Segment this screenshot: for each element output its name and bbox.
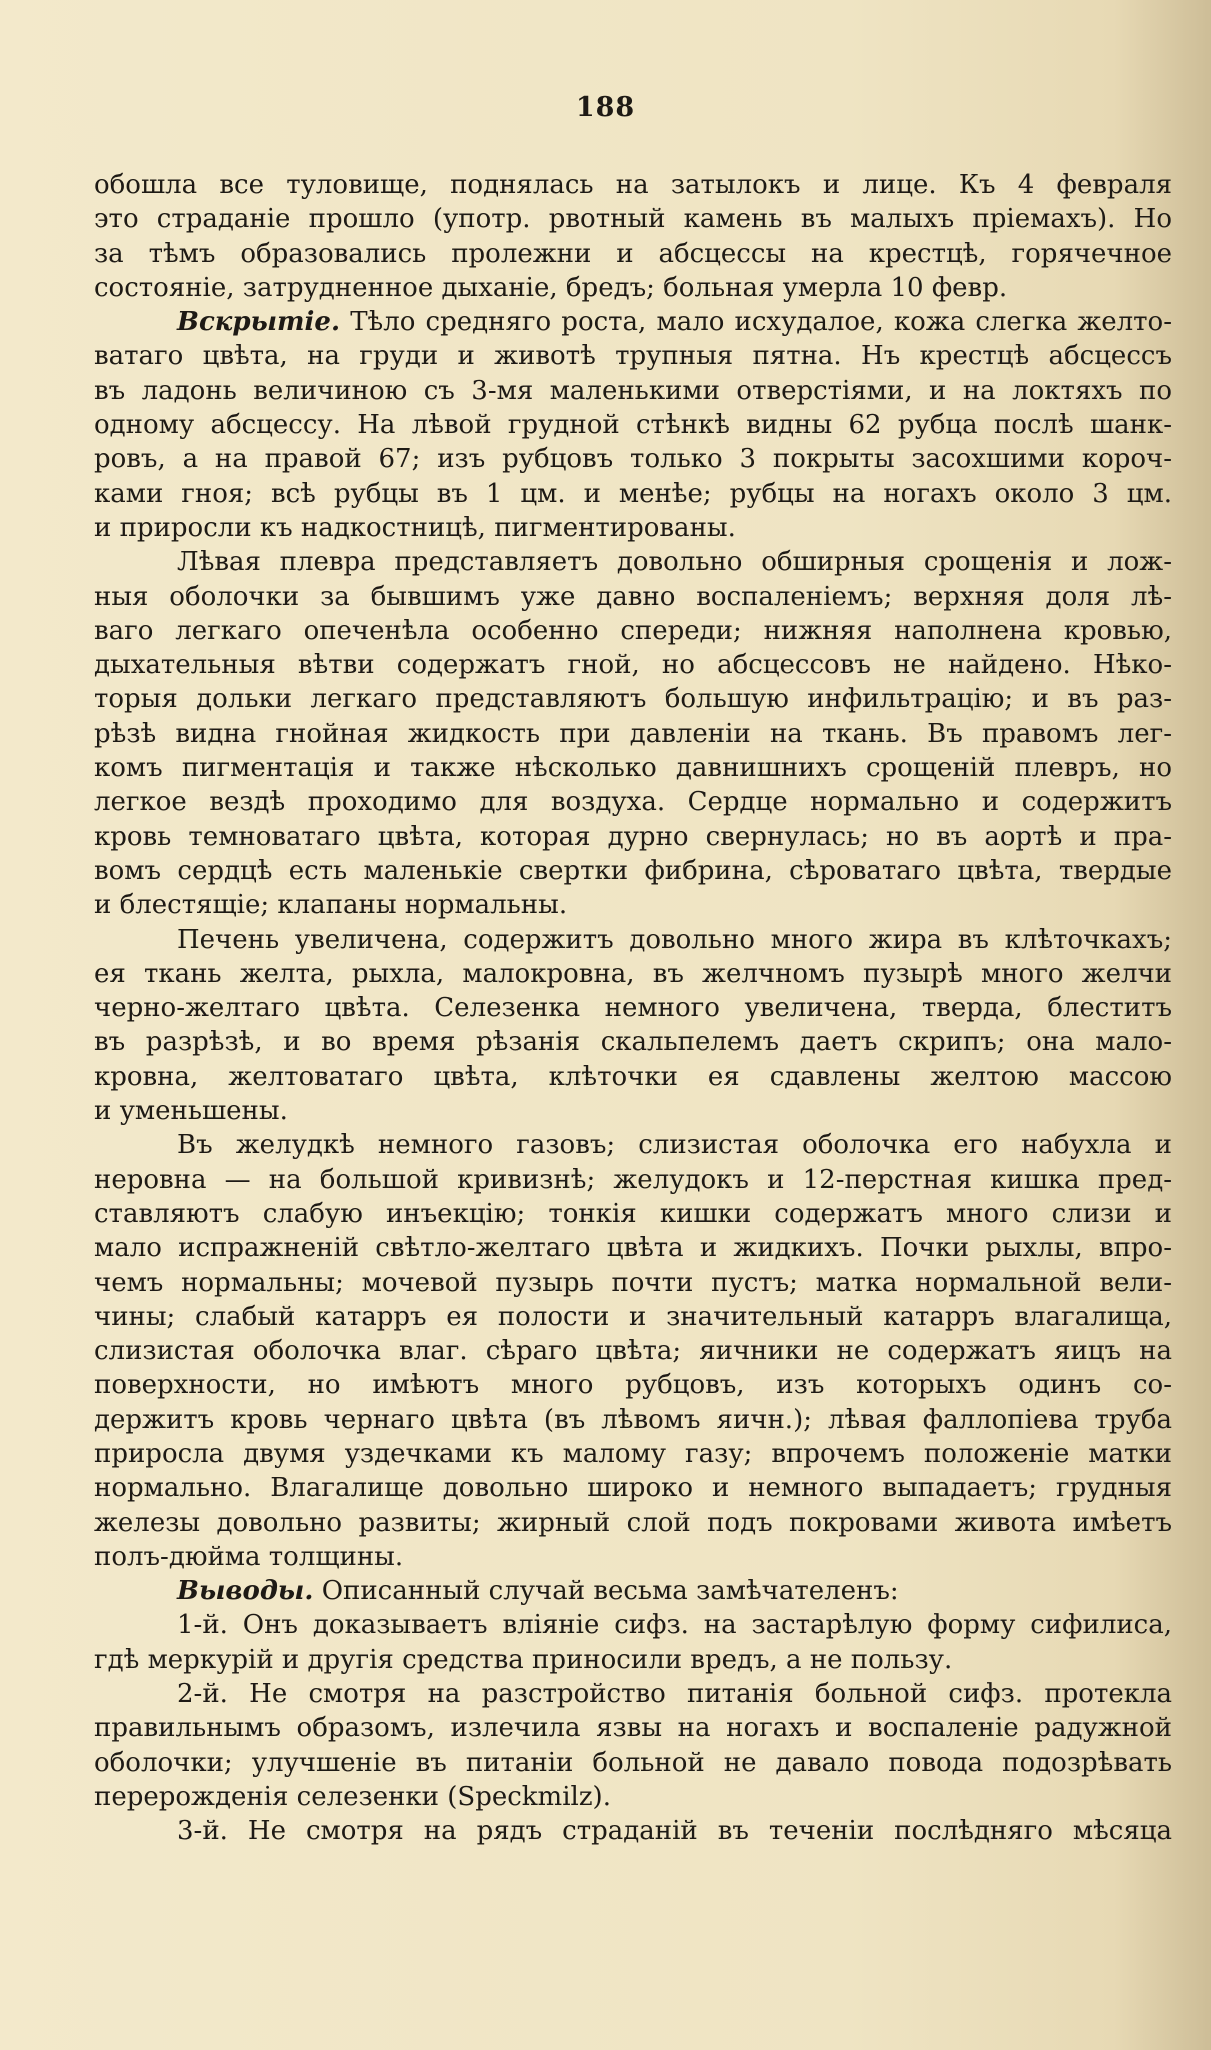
text-line: ватаго цвѣта, на груди и животѣ трупныя пятна. Нъ крестцѣ абсцессъ — [94, 341, 1172, 372]
text-line: приросла двумя уздечками къ малому газу; впрочемъ положеніе матки — [94, 1438, 1172, 1469]
text-line: ровъ, а на правой 67; изъ рубцовъ только 3 покрыты засохшими короч- — [94, 444, 1172, 475]
text-line: слизистая оболочка влаг. сѣраго цвѣта; яичники не содержатъ яицъ на — [94, 1336, 1172, 1367]
text-line: Лѣвая плевра представляетъ довольно обширныя срощенія и лож- — [177, 547, 1172, 578]
text-line — [94, 305, 1172, 339]
text-line: перерожденія селезенки (Speckmilz). — [94, 1781, 611, 1812]
text-line: ея ткань желта, рыхла, малокровна, въ желчномъ пузырѣ много желчи — [94, 958, 1172, 989]
text-line: одному абсцессу. На лѣвой грудной стѣнкѣ видны 62 рубца послѣ шанк- — [94, 410, 1172, 441]
text-line: нормально. Влагалище довольно широко и немного выпадаетъ; грудныя — [94, 1473, 1172, 1504]
text-line: полъ-дюйма толщины. — [94, 1541, 404, 1572]
text-line: 3-й. Не смотря на рядъ страданій въ теченіи послѣдняго мѣсяца — [177, 1816, 1172, 1847]
page-number: 188 — [575, 92, 636, 123]
text-line: черно-желтаго цвѣта. Селезенка немного увеличена, тверда, блеститъ — [94, 993, 1172, 1024]
text-line: вомъ сердцѣ есть маленькіе свертки фибрина, сѣроватаго цвѣта, твердые — [94, 855, 1172, 886]
text-line: дыхательныя вѣтви содержатъ гной, но абсцессовъ не найдено. Нѣко- — [94, 650, 1172, 681]
text-line: железы довольно развиты; жирный слой подъ покровами живота имѣетъ — [94, 1507, 1172, 1538]
text-line — [94, 1574, 1172, 1608]
text-line: 1-й. Онъ доказываетъ вліяніе сифз. на застарѣлую форму сифилиса, — [177, 1610, 1172, 1641]
text-line: поверхности, но имѣютъ много рубцовъ, изъ которыхъ одинъ со- — [94, 1370, 1172, 1401]
text-line: торыя дольки легкаго представляютъ большую инфильтрацію; и въ раз- — [94, 684, 1172, 715]
text-line: легкое вездѣ проходимо для воздуха. Сердце нормально и содержитъ — [94, 787, 1172, 818]
text-line: комъ пигментація и также нѣсколько давнишнихъ срощеній плевръ, но — [94, 753, 1172, 784]
body-text — [94, 168, 1172, 1849]
text-line: ставляютъ слабую инъекцію; тонкія кишки содержатъ много слизи и — [94, 1198, 1172, 1229]
text-line: за тѣмъ образовались пролежни и абсцессы на крестцѣ, горячечное — [94, 238, 1172, 269]
text-line: ныя оболочки за бывшимъ уже давно воспаленіемъ; верхняя доля лѣ- — [94, 581, 1172, 612]
text-line: 2-й. Не смотря на разстройство питанія больной сифз. протекла — [177, 1679, 1172, 1710]
text-line: ваго легкаго опеченѣла особенно спереди; нижняя наполнена кровью, — [94, 615, 1172, 646]
text-line: чины; слабый катарръ ея полости и значительный катарръ влагалища, — [94, 1301, 1172, 1332]
text-line: въ разрѣзѣ, и во время рѣзанія скальпелемъ даетъ скрипъ; она мало- — [94, 1027, 1172, 1058]
text-line: кровь темноватаго цвѣта, которая дурно свернулась; но въ аортѣ и пра- — [94, 821, 1172, 852]
text-line: Въ желудкѣ немного газовъ; слизистая оболочка его набухла и — [177, 1130, 1172, 1161]
text-line: кровна, желтоватаго цвѣта, клѣточки ея сдавлены желтою массою — [94, 1061, 1172, 1092]
text-line: рѣзѣ видна гнойная жидкость при давленіи на ткань. Въ правомъ лег- — [94, 718, 1172, 749]
section-heading: Вскрытіе. — [177, 307, 341, 338]
text-line: Печень увеличена, содержитъ довольно много жира въ клѣточкахъ; — [177, 924, 1172, 955]
text-line: обошла все туловище, поднялась на затылокъ и лице. Къ 4 февраля — [94, 170, 1172, 200]
text-line: состояніе, затрудненное дыханіе, бредъ; больная умерла 10 февр. — [94, 272, 1008, 303]
text-line: чемъ нормальны; мочевой пузырь почти пустъ; матка нормальной вели- — [94, 1267, 1172, 1298]
text-line: въ ладонь величиною съ 3-мя маленькими отверстіями, и на локтяхъ по — [94, 375, 1172, 406]
text-line: и приросли къ надкостницѣ, пигментированы. — [94, 512, 736, 543]
text-line: гдѣ меркурій и другія средства приносили вредъ, а не пользу. — [94, 1644, 953, 1675]
line-text: Тѣло средняго роста, мало исхудалое, кожа слегка желто- — [340, 307, 1172, 338]
text-line: и блестящіе; клапаны нормальны. — [94, 890, 568, 921]
text-line: это страданіе прошло (употр. рвотный камень въ малыхъ пріемахъ). Но — [94, 204, 1172, 235]
text-line: неровна — на большой кривизнѣ; желудокъ и 12-перстная кишка пред- — [94, 1164, 1172, 1195]
line-text: Описанный случай весьма замѣчателенъ: — [313, 1576, 899, 1607]
text-line: и уменьшены. — [94, 1096, 288, 1127]
text-line: оболочки; улучшеніе въ питаніи больной не давало повода подозрѣвать — [94, 1747, 1172, 1778]
section-heading: Выводы. — [177, 1576, 314, 1607]
text-line: ками гноя; всѣ рубцы въ 1 цм. и менѣе; рубцы на ногахъ около 3 цм. — [94, 478, 1172, 509]
text-line: правильнымъ образомъ, излечила язвы на ногахъ и воспаленіе радужной — [94, 1713, 1172, 1744]
text-line: держитъ кровь чернаго цвѣта (въ лѣвомъ яичн.); лѣвая фаллопіева труба — [94, 1404, 1172, 1435]
text-line: мало испражненій свѣтло-желтаго цвѣта и жидкихъ. Почки рыхлы, впро- — [94, 1233, 1172, 1264]
